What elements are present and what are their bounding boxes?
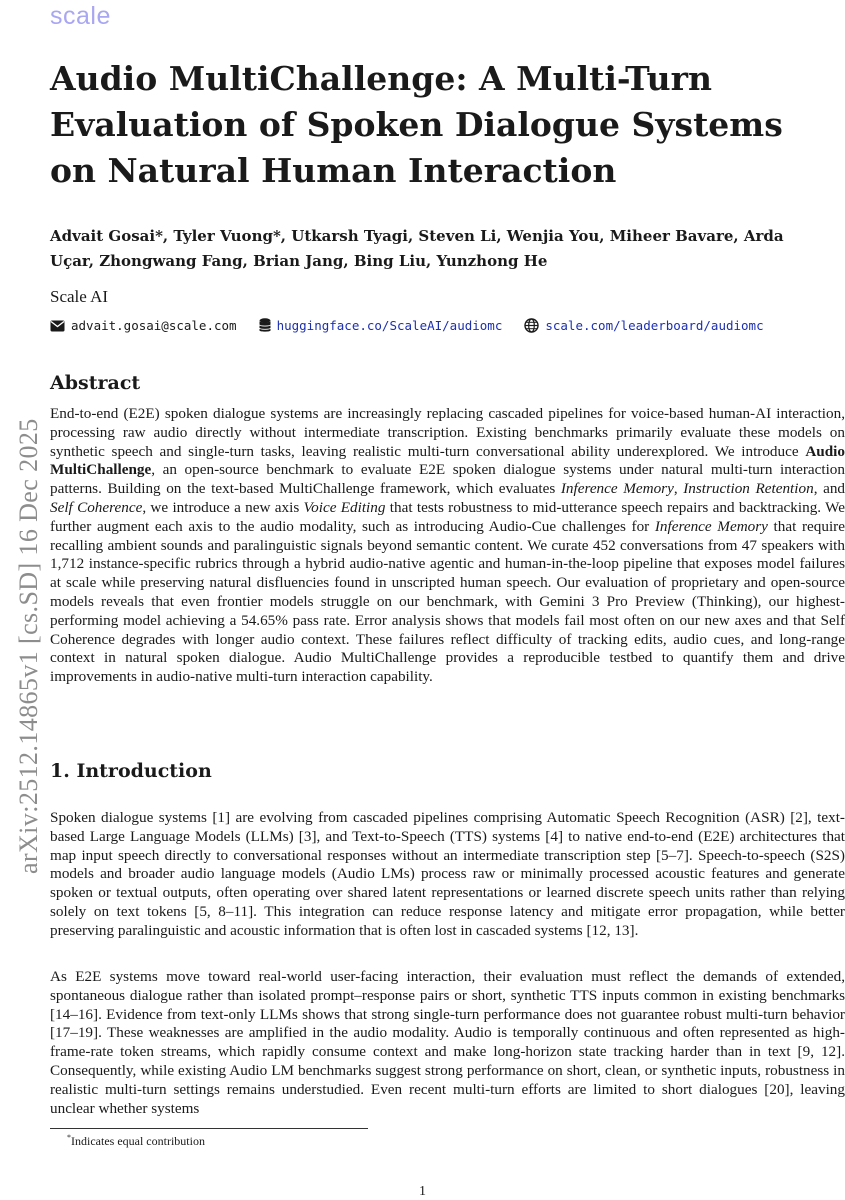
dataset-entry[interactable] <box>259 318 503 333</box>
paper-title: Audio MultiChallenge: A Multi-Turn Evaluation of Spoken Dialogue Systems on Natural Human Interaction <box>50 59 783 190</box>
abstract-text: End-to-end (E2E) spoken dialogue systems are increasingly replacing cascaded pipelines for voice-based human-AI interaction, processing raw audio directly without intermediate transcription. Existing benchmarks primarily evaluate these models on synthetic speech and single-turn tasks, leaving realistic multi-turn conversational ability underexplored. We introduce <box>50 405 845 460</box>
abstract-text: , <box>673 480 684 498</box>
axis-term: Voice Editing <box>303 498 386 516</box>
dataset-link[interactable]: huggingface.co/ScaleAI/audiomc <box>276 318 503 333</box>
footnote-divider <box>50 1128 368 1129</box>
footnote <box>67 1133 205 1149</box>
benchmark-name: Audio MultiChallenge <box>50 442 845 479</box>
abstract-text: , and <box>813 480 845 498</box>
footnote-mark: * <box>67 1133 71 1142</box>
abstract-text: that require recalling ambient sounds and paralinguistic signals beyond semantic content. We curate 452 conversations from 47 speakers with 1,712 instance-specific rubrics through a hybrid audio-native agentic and human-in-the-loop pipeline that exposes model failures at scale while preserving natural disfluencies found in unscripted human speech. Our evaluation of proprietary and open-source models reveals that even frontier models struggle on our benchmark, with Gemini 3 Pro Preview (Thinking), our highest-performing model achieving a 54.65% pass rate. Error analysis shows that models fail most often on our new axes and that Self Coherence degrades with longer audio context. These failures reflect difficulty of tracking edits, audio cues, and long-range context in natural spoken dialogue. Audio MultiChallenge provides a reproducible testbed to quantify them and drive improvements in audio-native multi-turn interaction capability. <box>50 517 845 686</box>
envelope-icon <box>50 320 65 332</box>
footnote-text: Indicates equal contribution <box>71 1134 205 1148</box>
affiliation: Scale AI <box>50 287 109 306</box>
page-number: 1 <box>419 1184 426 1199</box>
intro-paragraph-1: Spoken dialogue systems [1] are evolving from cascaded pipelines comprising Automatic Speech Recognition (ASR) [2], text-based Large Language Models (LLMs) [3], and Text-to-Speech (TTS) systems [4] to native end-to-end (E2E) architectures that map input speech directly to conversational responses without an intermediate transcription step [5–7]. Speech-to-speech (S2S) models and broader audio language models (Audio LMs) process raw or minimally processed acoustic features and generate spoken or textual outputs, often operating over shared latent representations or learned discrete speech units rather than relying solely on text tokens [5, 8–11]. This integration can reduce response latency and mitigate error propagation, while better preserving paralinguistic and acoustic information that is often lost in cascaded systems [12, 13]. <box>50 809 845 939</box>
abstract-text: that tests robustness to mid-utterance speech repairs and backtracking. We further augment each axis to the audio modality, such as introducing Audio-Cue challenges for <box>50 498 845 535</box>
abstract-body <box>50 405 845 687</box>
globe-icon <box>524 318 539 333</box>
introduction-heading: 1. Introduction <box>50 760 212 782</box>
arxiv-identifier-text: arXiv:2512.14865v1 [cs.SD] 16 Dec 2025 <box>14 418 43 874</box>
author-list: Advait Gosai*, Tyler Vuong*, Utkarsh Tyagi, Steven Li, Wenjia You, Miheer Bavare, Arda Uçar, Zhongwang Fang, Brian Jang, Bing Liu, Yunzhong He <box>50 227 784 270</box>
database-icon <box>259 318 271 333</box>
intro-paragraph-2: As E2E systems move toward real-world user-facing interaction, their evaluation must reflect the demands of extended, spontaneous dialogue rather than isolated prompt–response pairs or short, synthetic TTS inputs common in existing benchmarks [14–16]. Evidence from text-only LLMs shows that strong single-turn performance does not guarantee robust multi-turn behavior [17–19]. These weaknesses are amplified in the audio modality. Audio is temporally continuous and often represented as high-frame-rate token streams, which rapidly consume context and make long-horizon state tracking harder than in text [9, 12]. Consequently, while existing Audio LM benchmarks suggest strong performance on short, clean, or synthetic inputs, robustness in realistic multi-turn settings remains understudied. Even recent multi-turn efforts are limited to short dialogues [20], leaving unclear whether systems <box>50 968 845 1117</box>
axis-term: Inference Memory <box>560 480 674 498</box>
axis-term: Self Coherence <box>50 498 143 516</box>
email-entry[interactable] <box>50 318 237 333</box>
email-address[interactable]: advait.gosai@scale.com <box>71 318 237 333</box>
abstract-text: , an open-source benchmark to evaluate E2E spoken dialogue systems under natural multi-turn interaction patterns. Building on the text-based MultiChallenge framework, which evaluates <box>50 461 845 498</box>
axis-term: Inference Memory <box>654 517 768 535</box>
leaderboard-entry[interactable] <box>524 318 763 333</box>
abstract-text: , we introduce a new axis <box>142 498 304 516</box>
scale-logo: scale <box>50 2 111 30</box>
abstract-heading: Abstract <box>50 372 141 394</box>
axis-term: Instruction Retention <box>683 480 814 498</box>
leaderboard-link[interactable]: scale.com/leaderboard/audiomc <box>545 318 764 333</box>
contact-links <box>50 318 840 333</box>
